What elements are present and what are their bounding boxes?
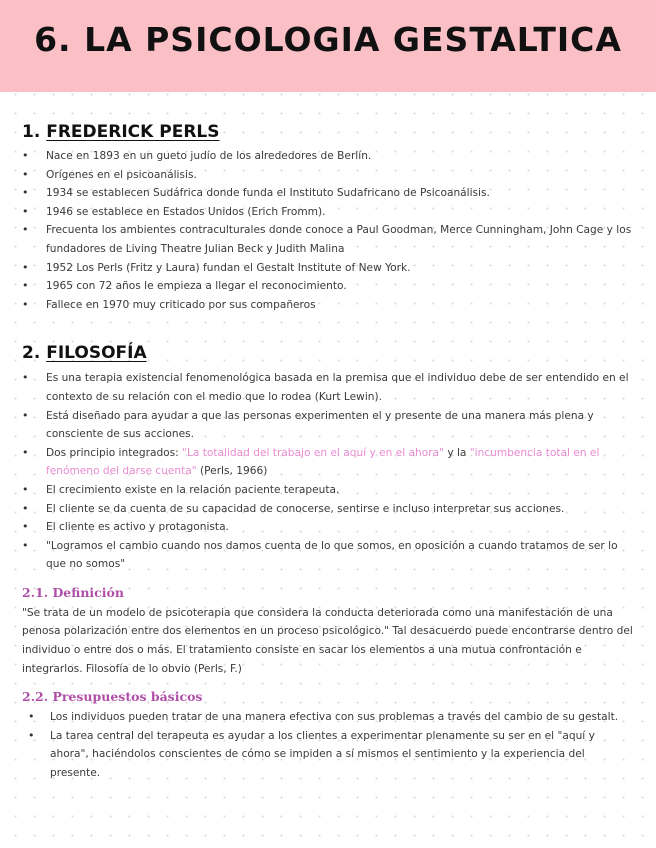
principles-citation: (Perls, 1966) bbox=[196, 465, 268, 478]
list-item: • El cliente se da cuenta de su capacidad de conocerse, sentirse e incluso interpretar sus acciones. bbox=[22, 500, 634, 519]
section-title: FREDERICK PERLS bbox=[46, 122, 220, 142]
list-item: • Es una terapia existencial fenomenológica basada en la premisa que el individuo debe de ser entendido en el contexto de su relación con el medio que lo rodea (Kurt Lewin). bbox=[22, 369, 634, 406]
section-title: FILOSOFÍA bbox=[46, 343, 147, 364]
list-item: • 1934 se establecen Sudáfrica donde funda el Instituto Sudafricano de Psicoanálisis. bbox=[22, 184, 634, 203]
section-heading-filosofia bbox=[22, 339, 634, 367]
list-item: • El cliente es activo y protagonista. bbox=[22, 518, 634, 537]
list-item-quote: • "Logramos el cambio cuando nos damos cuenta de lo que somos, en oposición a cuando tratamos de ser lo que no somos" bbox=[22, 537, 634, 574]
list-item: • 1952 Los Perls (Fritz y Laura) fundan el Gestalt Institute of New York. bbox=[22, 259, 634, 278]
list-item: • La tarea central del terapeuta es ayudar a los clientes a experimentar plenamente su ser en el "aquí y ahora", haciéndolos conscientes de cómo se impiden a sí mismos el sentimiento y la experiencia del presente. bbox=[28, 727, 634, 783]
section-number: 2. bbox=[22, 343, 41, 364]
list-item: • 1946 se establece en Estados Unidos (Erich Fromm). bbox=[22, 203, 634, 222]
subsection-heading-presupuestos: 2.2. Presupuestos básicos bbox=[22, 689, 203, 705]
principle-quote-2: "incumbencia total en el fenómeno del darse cuenta" bbox=[46, 446, 600, 478]
section-heading-perls bbox=[22, 118, 634, 146]
principle-quote-1: "La totalidad del trabajo en el aquí y en el ahora" bbox=[182, 446, 444, 459]
list-item: • Está diseñado para ayudar a que las personas experimenten el y presente de una manera más plena y consciente de sus acciones. bbox=[22, 407, 634, 444]
list-item: • Frecuenta los ambientes contraculturales donde conoce a Paul Goodman, Merce Cunningham, John Cage y los fundadores de Living Theatre Julian Beck y Judith Malina bbox=[22, 221, 634, 258]
document-body bbox=[22, 118, 634, 783]
principles-connector: y la bbox=[443, 446, 470, 459]
list-item-principles bbox=[22, 444, 634, 481]
list-item: • El crecimiento existe en la relación paciente terapeuta. bbox=[22, 481, 634, 500]
perls-list bbox=[22, 147, 634, 314]
subsection-heading-definicion: 2.1. Definición bbox=[22, 584, 124, 600]
list-item: • Fallece en 1970 muy criticado por sus compañeros bbox=[22, 296, 634, 315]
title-banner bbox=[0, 0, 656, 92]
principles-intro: Dos principio integrados: bbox=[46, 446, 183, 459]
section-number: 1. bbox=[22, 122, 41, 142]
list-item: • 1965 con 72 años le empieza a llegar el reconocimiento. bbox=[22, 277, 634, 296]
list-item: • Nace en 1893 en un gueto judío de los alrededores de Berlín. bbox=[22, 147, 634, 166]
presupuestos-list bbox=[22, 708, 634, 782]
list-item: • Los individuos pueden tratar de una manera efectiva con sus problemas a través del cambio de su gestalt. bbox=[28, 708, 634, 727]
page-title: 6. LA PSICOLOGIA GESTALTICA bbox=[34, 20, 622, 59]
list-item: • Orígenes en el psicoanálisis. bbox=[22, 166, 634, 185]
filosofia-list bbox=[22, 369, 634, 574]
definition-paragraph: "Se trata de un modelo de psicoterapia que considera la conducta deteriorada como una manifestación de una penosa polarización entre dos elementos en un proceso psicológico." Tal desacuerdo puede encontrarse dentro del individuo o entre dos o más. El tratamiento consiste en sacar los elementos a una mutua confrontación e integrarlos. Filosofía de lo obvio (Perls, F.) bbox=[22, 606, 633, 675]
